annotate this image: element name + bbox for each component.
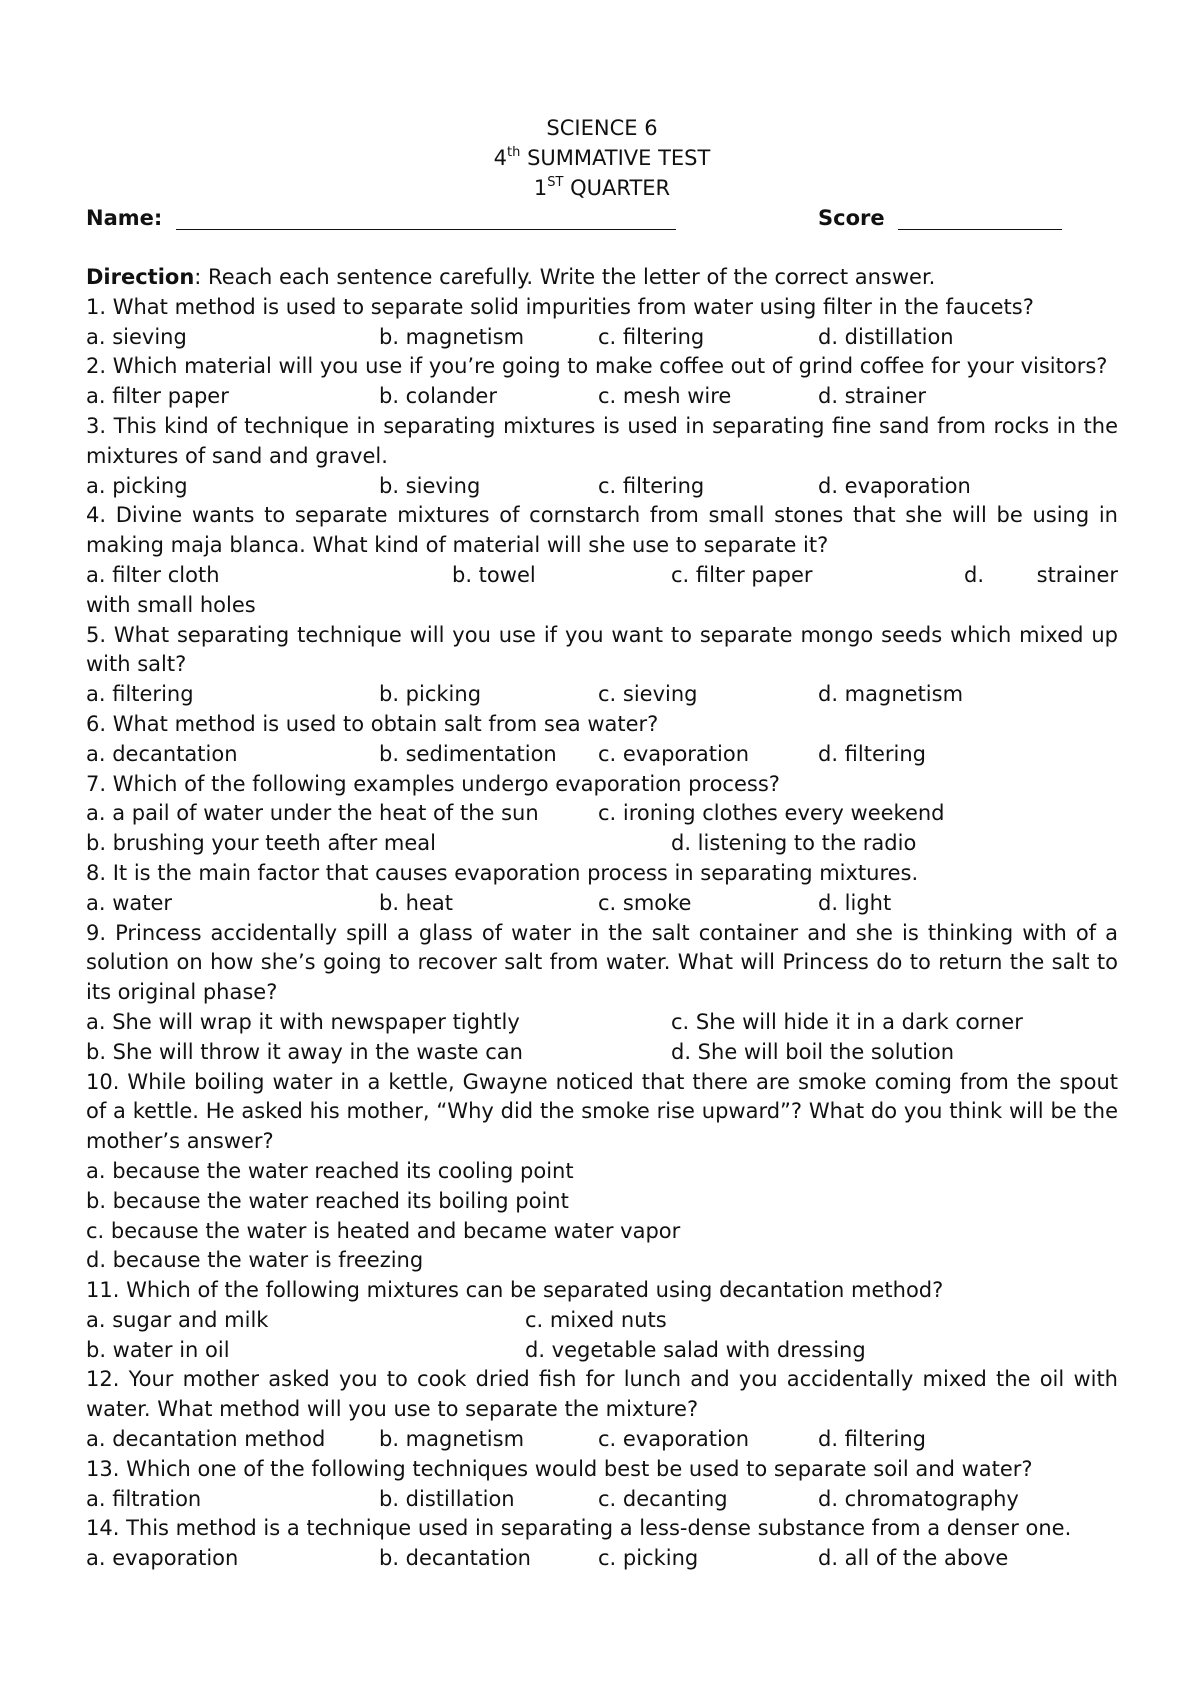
- option-14b: b. decantation: [379, 1546, 531, 1571]
- option-5b: b. picking: [379, 682, 482, 707]
- option-7b: b. brushing your teeth after meal: [86, 831, 436, 856]
- question-5: 5. What separating technique will you use if you want to separate mongo seeds which mixed up with salt?: [86, 622, 1118, 677]
- options-1: [86, 323, 1118, 353]
- question-9: 9. Princess accidentally spill a glass of water in the salt container and she is thinking with of a solution on how she’s going to recover salt from water. What will Princess do to return the salt to its original phase?: [86, 920, 1118, 1005]
- option-7c: c. ironing clothes every weekend: [598, 801, 945, 826]
- option-2c: c. mesh wire: [598, 384, 732, 409]
- option-9c: c. She will hide it in a dark corner: [671, 1009, 1023, 1034]
- option-9b: b. She will throw it away in the waste can: [86, 1039, 523, 1064]
- option-14c: c. picking: [598, 1546, 699, 1571]
- option-3c: c. filtering: [598, 473, 705, 498]
- option-8d: d. light: [818, 890, 892, 915]
- test-number-suffix: th: [507, 145, 521, 160]
- option-4c: c. filter paper: [671, 562, 813, 587]
- option-7d: d. listening to the radio: [671, 831, 917, 856]
- option-6d: d. filtering: [818, 741, 927, 766]
- option-7a: a. a pail of water under the heat of the sun: [86, 801, 539, 826]
- options-12: [86, 1425, 1118, 1455]
- options-8: [86, 889, 1118, 919]
- option-1b: b. magnetism: [379, 324, 525, 349]
- option-4d-letter: d.: [964, 562, 985, 587]
- option-10c: c. because the water is heated and became water vapor: [86, 1218, 681, 1243]
- option-11a: a. sugar and milk: [86, 1307, 269, 1332]
- options-7-row2: [86, 829, 1118, 859]
- option-9a: a. She will wrap it with newspaper tightly: [86, 1009, 520, 1034]
- option-10a: a. because the water reached its cooling point: [86, 1158, 574, 1183]
- option-3a: a. picking: [86, 473, 188, 498]
- name-score-row: [86, 203, 1118, 233]
- options-2: [86, 382, 1118, 412]
- direction-text: : Reach each sentence carefully. Write the letter of the correct answer.: [194, 265, 936, 289]
- options-3: [86, 472, 1118, 502]
- option-10d: d. because the water is freezing: [86, 1248, 424, 1273]
- direction-label: Direction: [86, 265, 195, 289]
- question-1: 1. What method is used to separate solid impurities from water using filter in the faucets?: [86, 294, 1034, 319]
- options-9-row2: [86, 1038, 1118, 1068]
- name-blank[interactable]: [176, 229, 676, 230]
- options-6: [86, 740, 1118, 770]
- question-14: 14. This method is a technique used in separating a less-dense substance from a denser one.: [86, 1516, 1072, 1541]
- quarter-number-suffix: ST: [547, 175, 564, 190]
- test-header: [86, 113, 1118, 203]
- quarter-title: [86, 173, 1118, 203]
- option-5c: c. sieving: [598, 682, 698, 707]
- question-6: 6. What method is used to obtain salt from sea water?: [86, 711, 659, 736]
- options-5: [86, 680, 1118, 710]
- option-1a: a. sieving: [86, 324, 187, 349]
- option-4b: b. towel: [452, 562, 536, 587]
- option-13b: b. distillation: [379, 1486, 515, 1511]
- question-3: 3. This kind of technique in separating mixtures is used in separating fine sand from rocks in the mixtures of sand and gravel.: [86, 413, 1118, 468]
- test-title: [86, 143, 1118, 173]
- option-13a: a. filtration: [86, 1486, 202, 1511]
- options-13: [86, 1485, 1118, 1515]
- option-5a: a. filtering: [86, 682, 194, 707]
- quarter-label: QUARTER: [563, 176, 671, 200]
- option-11d: d. vegetable salad with dressing: [525, 1337, 866, 1362]
- options-11-row1: [86, 1306, 1118, 1336]
- option-14a: a. evaporation: [86, 1546, 239, 1571]
- question-7: 7. Which of the following examples undergo evaporation process?: [86, 771, 780, 796]
- question-13: 13. Which one of the following techniques would best be used to separate soil and water?: [86, 1456, 1033, 1481]
- option-12a: a. decantation method: [86, 1427, 326, 1452]
- name-label: Name:: [86, 206, 163, 230]
- score-blank[interactable]: [898, 229, 1062, 230]
- option-13c: c. decanting: [598, 1486, 728, 1511]
- option-3d: d. evaporation: [818, 473, 971, 498]
- option-6b: b. sedimentation: [379, 741, 557, 766]
- option-6c: c. evaporation: [598, 741, 750, 766]
- option-2a: a. filter paper: [86, 384, 229, 409]
- option-8c: c. smoke: [598, 890, 692, 915]
- option-12b: b. magnetism: [379, 1427, 525, 1452]
- option-11b: b. water in oil: [86, 1337, 230, 1362]
- question-2: 2. Which material will you use if you’re going to make coffee out of grind coffee for your visitors?: [86, 354, 1108, 379]
- option-11c: c. mixed nuts: [525, 1307, 667, 1332]
- question-10: 10. While boiling water in a kettle, Gwayne noticed that there are smoke coming from the spout of a kettle. He asked his mother, “Why did the smoke rise upward”? What do you think will be the mother’s answer?: [86, 1069, 1118, 1154]
- subject-title: SCIENCE 6: [546, 116, 658, 140]
- question-12: 12. Your mother asked you to cook dried fish for lunch and you accidentally mixed the oil with water. What method will you use to separate the mixture?: [86, 1367, 1118, 1422]
- option-6a: a. decantation: [86, 741, 238, 766]
- option-12c: c. evaporation: [598, 1427, 750, 1452]
- option-13d: d. chromatography: [818, 1486, 1019, 1511]
- options-7-row1: [86, 799, 1118, 829]
- option-1c: c. filtering: [598, 324, 705, 349]
- option-4d-continued: with small holes: [86, 592, 256, 617]
- option-3b: b. sieving: [379, 473, 481, 498]
- option-9d: d. She will boil the solution: [671, 1039, 955, 1064]
- score-label: Score: [818, 206, 885, 230]
- quarter-number: 1: [533, 176, 548, 200]
- options-9-row1: [86, 1008, 1118, 1038]
- question-4: 4. Divine wants to separate mixtures of cornstarch from small stones that she will be using in making maja blanca. What kind of material will she use to separate it?: [86, 503, 1118, 558]
- option-4d: strainer: [1036, 562, 1118, 587]
- options-4: [86, 561, 1118, 591]
- directions: [86, 263, 1118, 293]
- test-body: [86, 263, 1118, 1574]
- options-14: [86, 1544, 1118, 1574]
- options-11-row2: [86, 1336, 1118, 1366]
- option-2d: d. strainer: [818, 384, 927, 409]
- option-10b: b. because the water reached its boiling point: [86, 1188, 569, 1213]
- option-5d: d. magnetism: [818, 682, 964, 707]
- option-1d: d. distillation: [818, 324, 954, 349]
- option-8a: a. water: [86, 890, 173, 915]
- test-number: 4: [493, 146, 508, 170]
- option-12d: d. filtering: [818, 1427, 927, 1452]
- test-label: SUMMATIVE TEST: [520, 146, 711, 170]
- question-8: 8. It is the main factor that causes evaporation process in separating mixtures.: [86, 860, 919, 885]
- option-8b: b. heat: [379, 890, 454, 915]
- option-14d: d. all of the above: [818, 1546, 1009, 1571]
- option-4a: a. filter cloth: [86, 562, 220, 587]
- option-2b: b. colander: [379, 384, 497, 409]
- question-11: 11. Which of the following mixtures can be separated using decantation method?: [86, 1278, 944, 1303]
